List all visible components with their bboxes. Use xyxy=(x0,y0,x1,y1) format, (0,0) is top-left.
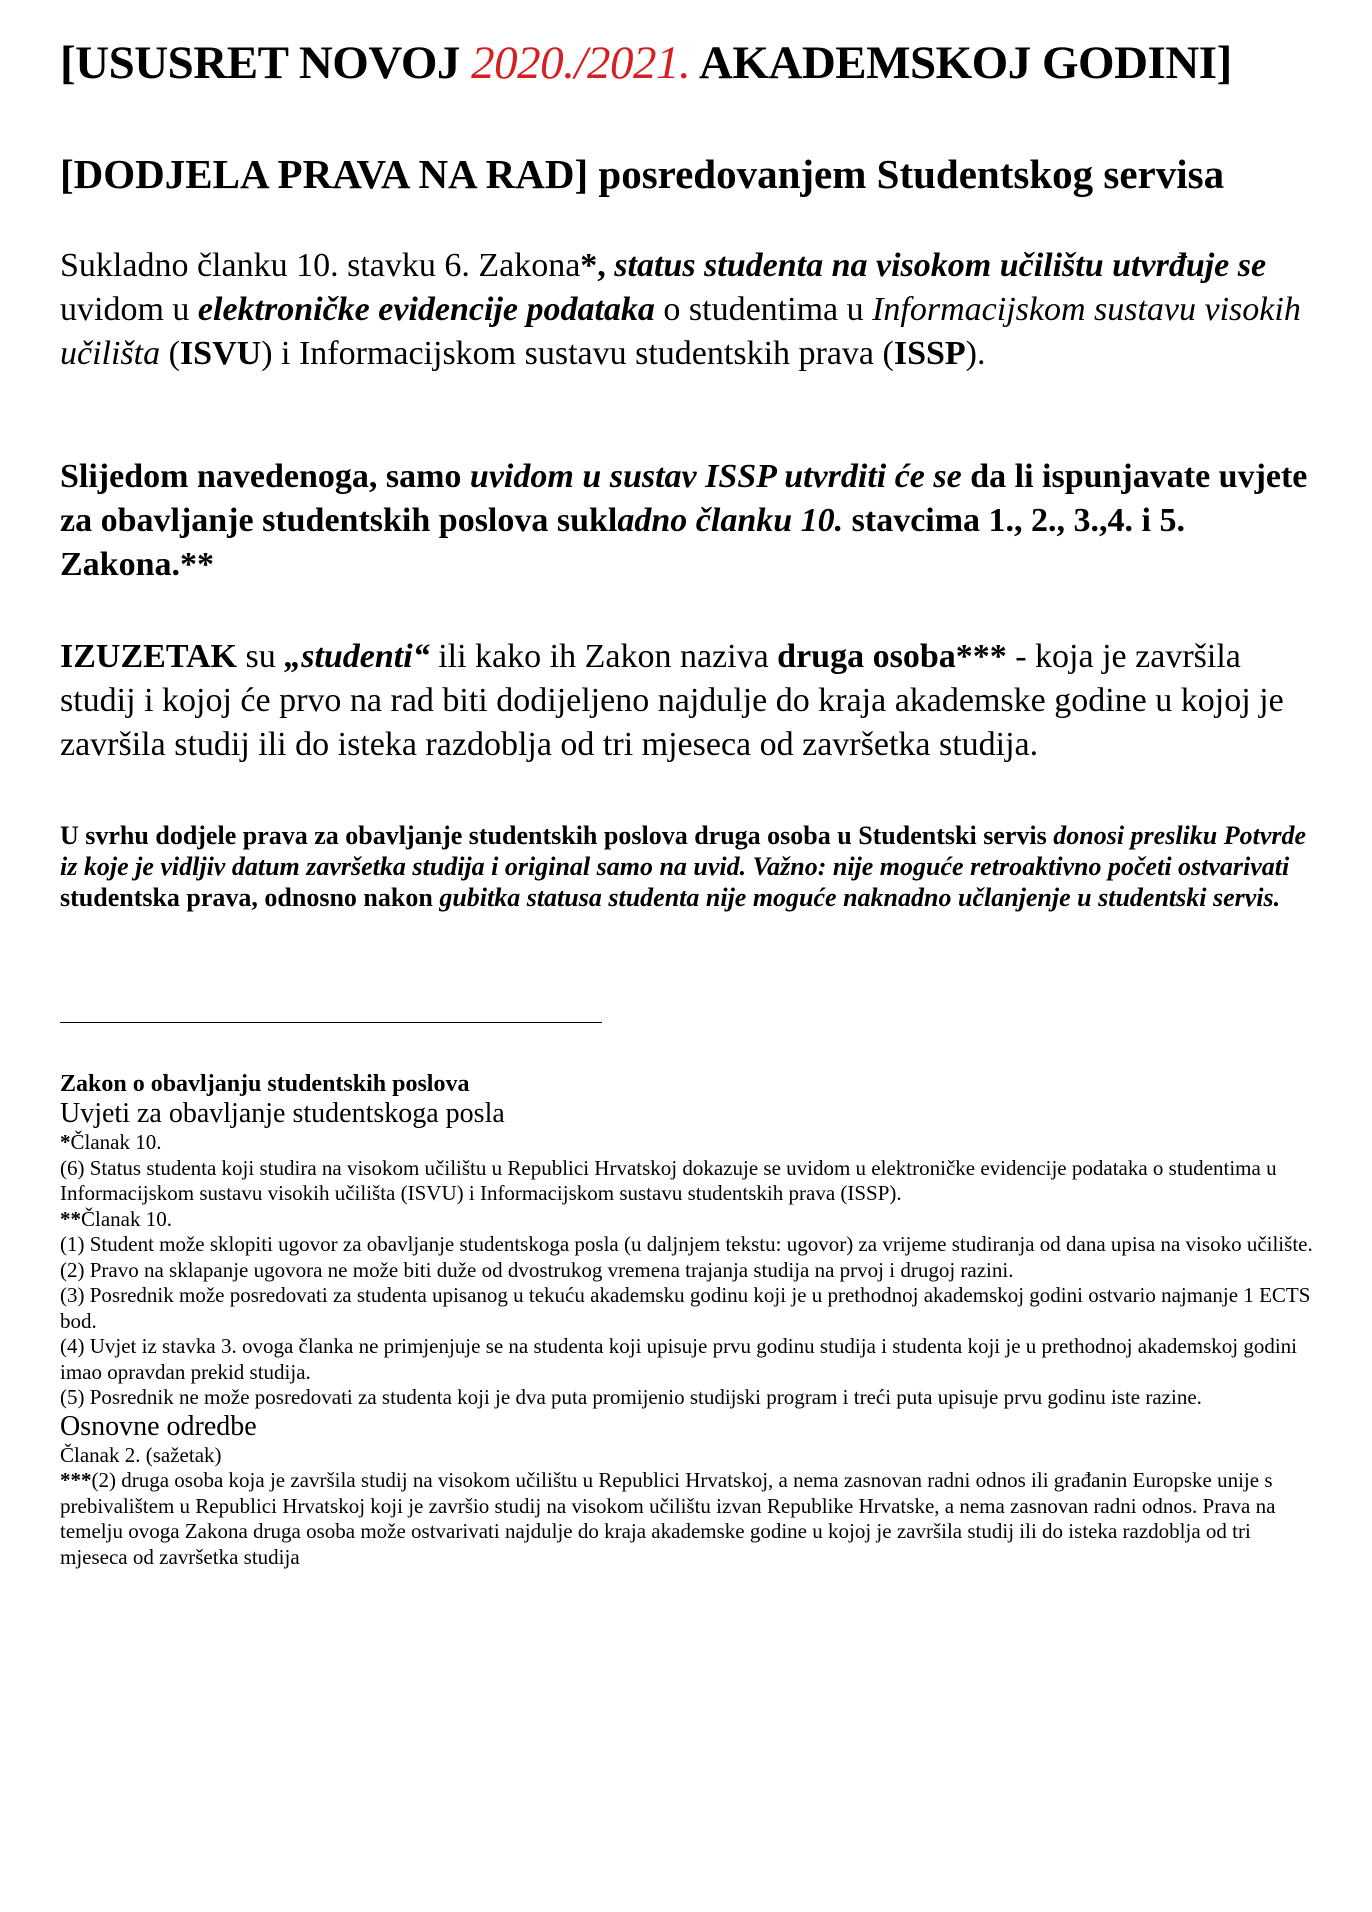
section-subtitle: Osnovne odredbe xyxy=(60,1410,257,1442)
text-run: ISVU xyxy=(179,335,262,372)
text-run: „studenti“ xyxy=(284,638,430,675)
text-run: IZUZETAK xyxy=(60,638,237,675)
text-run: Slijedom navedenoga, samo xyxy=(60,458,470,495)
article-heading xyxy=(60,1207,1320,1233)
text-run: Sukladno članku 10. stavku 6. Zakona xyxy=(60,247,581,284)
text-run: status studenta na visokom učilištu utvrđuje se xyxy=(614,247,1267,284)
text-run: adno članku 10. xyxy=(617,502,844,539)
text-run: ( xyxy=(160,335,180,372)
footnote-marker: * xyxy=(60,1130,71,1154)
text-run: uvidom u xyxy=(60,291,198,328)
text-run: uvidom u sustav ISSP utvrditi će se xyxy=(469,458,962,495)
text-run: su xyxy=(236,638,285,675)
article-paragraph: (4) Uvjet iz stavka 3. ovoga članka ne primjenjuje se na studenta koji upisuje prvu godinu studija i studenta koji je u prethodnoj akademskoj godini imao opravdan prekid studija. xyxy=(60,1334,1297,1384)
text-run: ) i Informacijskom sustavu studentskih prava ( xyxy=(261,335,894,372)
section-subtitle: Uvjeti za obavljanje studentskoga posla xyxy=(60,1098,505,1129)
heading-text-end: AKADEMSKOJ GODINI] xyxy=(690,37,1232,89)
footnote-marker: ** xyxy=(60,1206,81,1231)
academic-year: 2020./2021. xyxy=(471,37,691,89)
article-paragraph: (5) Posrednik ne može posredovati za studenta koji je dva puta promijenio studijski program i treći puta upisuje prvu godinu iste razine. xyxy=(60,1385,1202,1409)
text-run: druga osoba*** xyxy=(777,638,1007,675)
text-run: elektroničke evidencije podataka xyxy=(197,291,655,328)
text-run: o studentima u xyxy=(654,291,873,328)
article-heading xyxy=(60,1130,1320,1156)
text-run: gubitka statusa studenta nije moguće naknadno učlanjenje u studentski servis. xyxy=(439,883,1281,912)
text-run: donosi presliku Potvrde iz koje je vidljiv datum završetka studija i original samo na uvid. Važno: nije moguće retroaktivno početi ostvarivati xyxy=(60,821,1307,881)
main-heading xyxy=(60,36,1232,90)
article-paragraph: (6) Status studenta koji studira na visokom učilištu u Republici Hrvatskoj dokazuje se uvidom u elektroničke evidencije podataka o studentima u Informacijskom sustavu visokih učilišta (ISVU) i Informacijskom sustavu studentskih prava (ISSP). xyxy=(60,1155,1277,1205)
footnotes xyxy=(60,1070,1320,1570)
text-run: stavcima 1., 2., 3.,4. i 5. Zakona.** xyxy=(60,502,1185,583)
sub-heading-bracket: [DODJELA PRAVA NA RAD] xyxy=(60,151,589,197)
text-run: - koja je završila studij i kojoj će prvo na rad biti dodijeljeno najdulje do kraja akademske godine u kojoj je završila studij ili do isteka razdoblja od tri mjeseca od završetka studija. xyxy=(60,638,1284,763)
heading-text-start: [USUSRET NOVOJ xyxy=(60,37,472,89)
article-paragraph xyxy=(60,1468,1320,1570)
paragraph-exception xyxy=(60,635,1320,767)
text-run: ISSP xyxy=(893,335,966,372)
text-run: Informacijskom sustavu visokih učilišta xyxy=(60,291,1301,372)
text-run: da li ispunjavate uvjete za obavljanje studentskih poslova sukl xyxy=(60,458,1308,539)
article-heading: Članak 2. (sažetak) xyxy=(60,1442,222,1467)
paragraph-procedure xyxy=(60,820,1320,913)
text-run: (2) druga osoba koja je završila studij na visokom učilištu u Republici Hrvatskoj, a nema zasnovan radni odnos ili građanin Europske unije s prebivalištem u Republici Hrvatskoj koji je završio studij na visokom učilištu izvan Republike Hrvatske, a nema zasnovan radni odnos. Prava na temelju ovoga Zakona druga osoba može ostvarivati najdulje do kraja akademske godine u kojoj je završila studij ili do isteka razdoblja od tri mjeseca od završetka studija xyxy=(60,1468,1276,1569)
text-run: U svrhu dodjele prava za obavljanje studentskih poslova druga osoba u Studentski servis xyxy=(60,821,1054,850)
text-run: Članak 10. xyxy=(70,1130,162,1154)
text-run: ili kako ih Zakon naziva xyxy=(429,638,778,675)
paragraph-status xyxy=(60,244,1320,376)
text-run: ). xyxy=(965,335,986,372)
footnote-marker: *** xyxy=(60,1468,92,1492)
text-run: *, xyxy=(580,247,615,284)
paragraph-issp xyxy=(60,455,1320,587)
law-title: Zakon o obavljanju studentskih poslova xyxy=(60,1071,470,1097)
text-run: studentska prava, odnosno nakon xyxy=(60,883,440,912)
sub-heading-rest: posredovanjem Studentskog servisa xyxy=(588,151,1225,197)
article-paragraph: (3) Posrednik može posredovati za studenta upisanog u tekuću akademsku godinu koji je u prethodnoj akademskoj godini ostvario najmanje 1 ECTS bod. xyxy=(60,1283,1311,1333)
footnote-divider xyxy=(60,1022,602,1023)
sub-heading xyxy=(60,150,1224,198)
article-paragraph: (2) Pravo na sklapanje ugovora ne može biti duže od dvostrukog vremena trajanja studija na prvoj i drugoj razini. xyxy=(60,1257,1014,1282)
text-run: Članak 10. xyxy=(81,1206,172,1231)
article-paragraph: (1) Student može sklopiti ugovor za obavljanje studentskoga posla (u daljnjem tekstu: ugovor) za vrijeme studiranja od dana upisa na visoko učilište. xyxy=(60,1232,1313,1256)
